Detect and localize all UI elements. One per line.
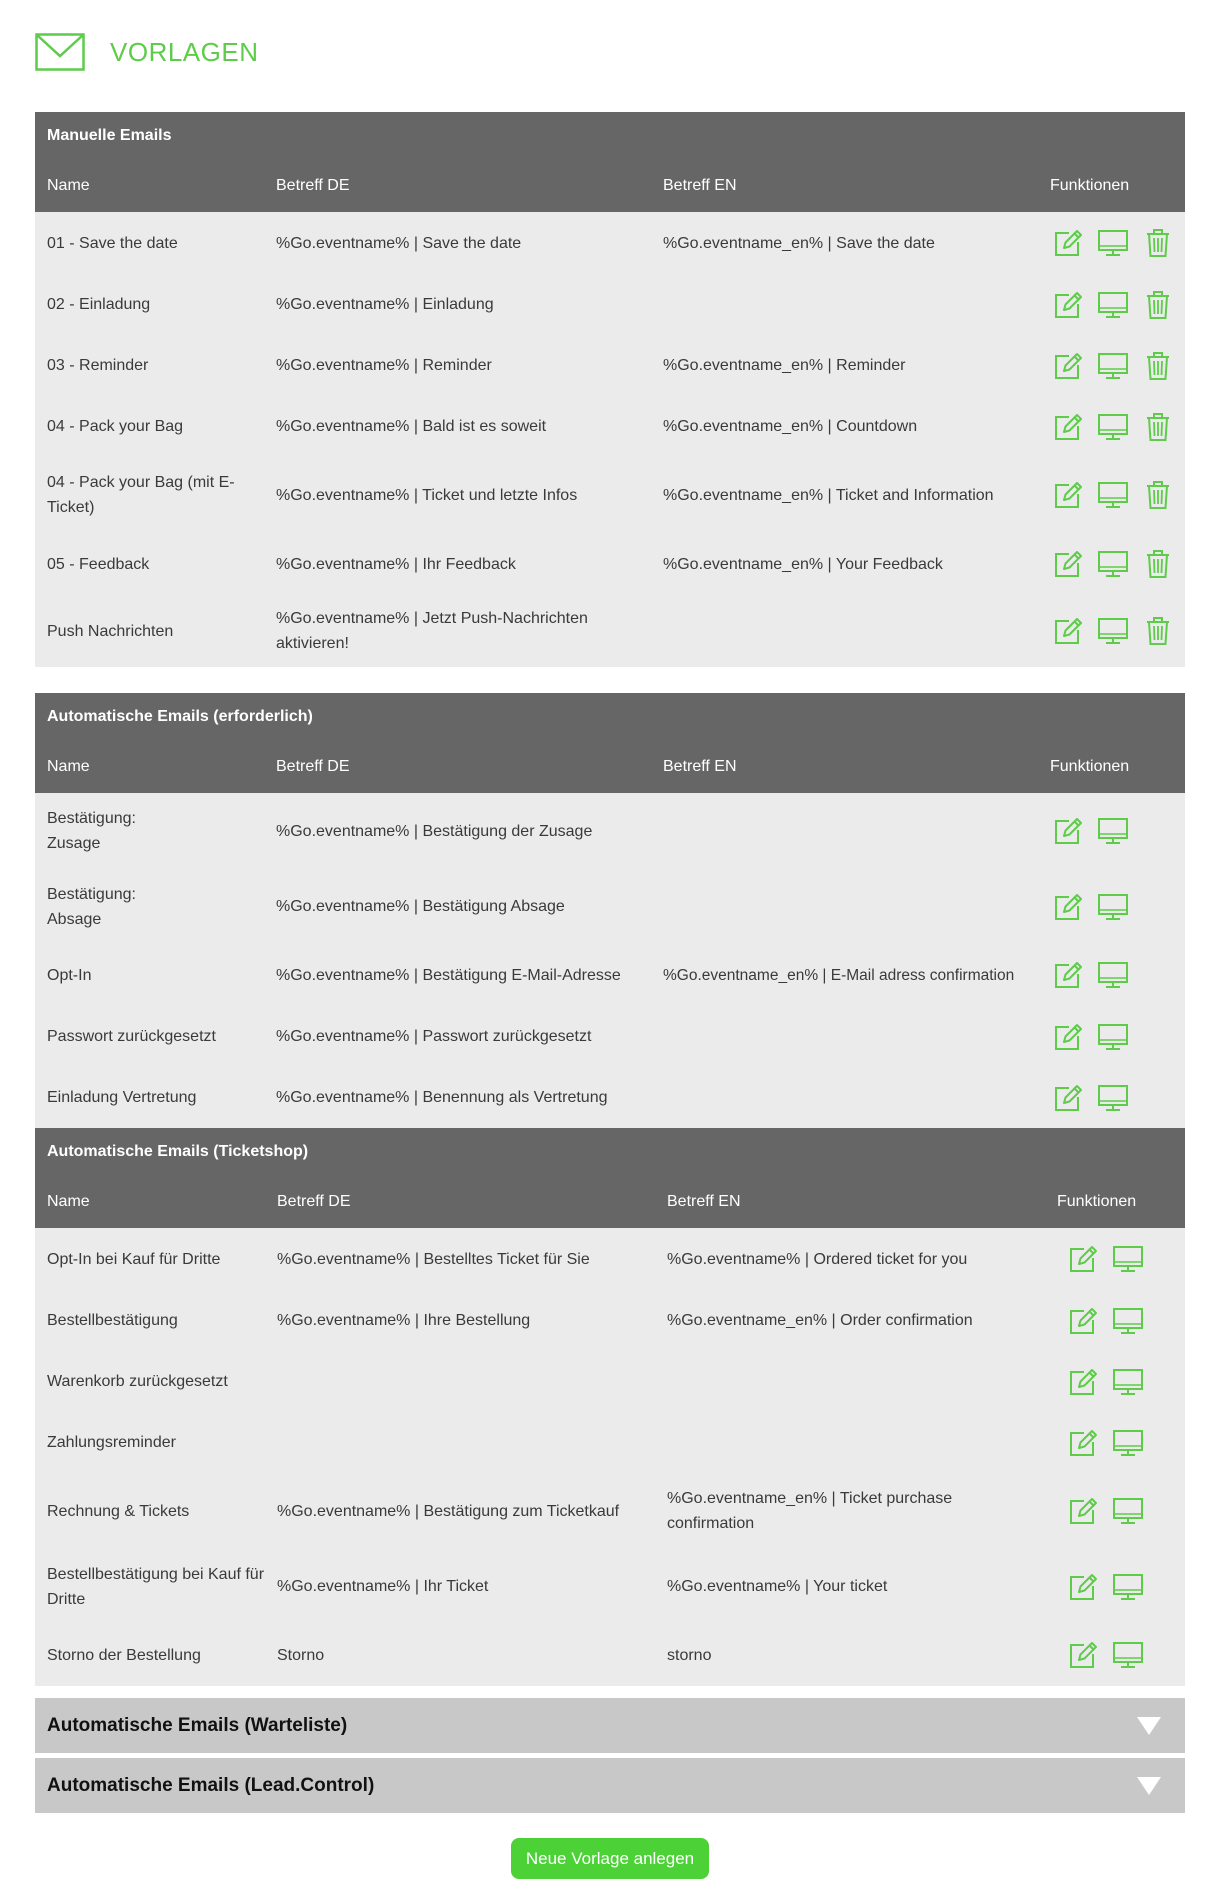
edit-icon[interactable] — [1067, 1571, 1099, 1603]
section-title: Manuelle Emails — [35, 112, 1185, 160]
subject-de: Storno — [277, 1646, 325, 1664]
subject-de: %Go.eventname% | Ticket und letzte Infos — [276, 486, 578, 504]
preview-monitor-icon[interactable] — [1112, 1495, 1144, 1527]
subject-de: %Go.eventname% | Ihr Feedback — [276, 555, 516, 573]
column-subject-de: Betreff DE — [276, 758, 350, 775]
edit-icon[interactable] — [1052, 1021, 1084, 1053]
row-functions — [1038, 548, 1185, 580]
preview-monitor-icon[interactable] — [1097, 891, 1129, 923]
subject-de: %Go.eventname% | Bestelltes Ticket für Sie — [277, 1250, 590, 1268]
preview-monitor-icon[interactable] — [1097, 350, 1129, 382]
edit-icon[interactable] — [1052, 815, 1084, 847]
edit-icon[interactable] — [1067, 1305, 1099, 1337]
delete-trash-icon[interactable] — [1142, 615, 1174, 647]
row-functions — [1038, 959, 1185, 991]
preview-monitor-icon[interactable] — [1112, 1571, 1144, 1603]
column-header-row — [35, 741, 1185, 793]
row-functions — [1038, 815, 1185, 847]
section-automatic-ticketshop — [35, 1128, 1185, 1686]
template-name: Opt-In — [47, 966, 92, 984]
template-name: Bestellbestätigung bei Kauf für Dritte — [47, 1565, 265, 1608]
delete-trash-icon[interactable] — [1142, 411, 1174, 443]
subject-de: %Go.eventname% | Jetzt Push-Nachrichten aktivieren! — [276, 610, 588, 652]
section-automatic-required — [35, 693, 1185, 1128]
template-name: Bestätigung: Zusage — [47, 810, 136, 852]
table-row — [35, 1351, 1185, 1412]
column-name: Name — [47, 758, 90, 775]
column-name: Name — [47, 1193, 90, 1210]
preview-monitor-icon[interactable] — [1097, 289, 1129, 321]
table-row — [35, 1473, 1185, 1549]
edit-icon[interactable] — [1067, 1639, 1099, 1671]
preview-monitor-icon[interactable] — [1097, 227, 1129, 259]
table-row — [35, 1549, 1185, 1624]
template-name: Rechnung & Tickets — [47, 1502, 190, 1520]
template-name: 04 - Pack your Bag — [47, 418, 184, 435]
table-row — [35, 212, 1185, 274]
row-functions — [1045, 1366, 1185, 1398]
row-functions — [1038, 350, 1185, 382]
subject-en: %Go.eventname_en% | Save the date — [663, 234, 935, 252]
subject-en: %Go.eventname_en% | Reminder — [663, 357, 906, 374]
table-row — [35, 869, 1185, 944]
table-row — [35, 396, 1185, 457]
edit-icon[interactable] — [1052, 227, 1084, 259]
edit-icon[interactable] — [1067, 1243, 1099, 1275]
collapsible-title: Automatische Emails (Lead.Control) — [47, 1774, 375, 1796]
subject-en: %Go.eventname% | Your ticket — [667, 1578, 888, 1595]
row-functions — [1045, 1571, 1185, 1603]
subject-en: %Go.eventname_en% | Countdown — [663, 418, 918, 435]
preview-monitor-icon[interactable] — [1097, 479, 1129, 511]
template-name: 01 - Save the date — [47, 234, 178, 252]
table-row — [35, 1067, 1185, 1128]
collapsible-title: Automatische Emails (Warteliste) — [47, 1714, 348, 1736]
row-functions — [1045, 1243, 1185, 1275]
preview-monitor-icon[interactable] — [1097, 1082, 1129, 1114]
subject-en: %Go.eventname_en% | Order confirmation — [667, 1312, 973, 1329]
column-functions: Funktionen — [1050, 177, 1130, 194]
subject-de: %Go.eventname% | Ihr Ticket — [277, 1578, 489, 1595]
table-row — [35, 944, 1185, 1006]
edit-icon[interactable] — [1052, 411, 1084, 443]
table-body — [35, 793, 1185, 1128]
preview-monitor-icon[interactable] — [1112, 1366, 1144, 1398]
column-subject-en: Betreff EN — [663, 177, 737, 194]
edit-icon[interactable] — [1052, 479, 1084, 511]
template-name: Einladung Vertretung — [47, 1089, 197, 1106]
table-row — [35, 335, 1185, 396]
row-functions — [1045, 1427, 1185, 1459]
preview-monitor-icon[interactable] — [1112, 1243, 1144, 1275]
table-row — [35, 1624, 1185, 1686]
row-functions — [1038, 411, 1185, 443]
page-header — [35, 22, 259, 82]
column-header-row — [35, 160, 1185, 212]
delete-trash-icon[interactable] — [1142, 350, 1174, 382]
template-name: 03 - Reminder — [47, 357, 149, 374]
subject-en: storno — [667, 1646, 712, 1664]
subject-de: %Go.eventname% | Bald ist es soweit — [276, 418, 547, 435]
section-title: Automatische Emails (erforderlich) — [35, 693, 1185, 741]
table-row — [35, 533, 1185, 595]
subject-de: %Go.eventname% | Einladung — [276, 296, 494, 313]
edit-icon[interactable] — [1052, 891, 1084, 923]
collapsible-warteliste[interactable] — [35, 1698, 1185, 1753]
envelope-icon — [35, 33, 85, 71]
delete-trash-icon[interactable] — [1142, 548, 1174, 580]
subject-de: %Go.eventname% | Ihre Bestellung — [277, 1312, 531, 1329]
preview-monitor-icon[interactable] — [1097, 1021, 1129, 1053]
preview-monitor-icon[interactable] — [1097, 815, 1129, 847]
subject-en: %Go.eventname_en% | Your Feedback — [663, 555, 943, 573]
subject-en: %Go.eventname_en% | Ticket purchase confirmation — [667, 1490, 953, 1532]
subject-en: %Go.eventname_en% | Ticket and Information — [663, 486, 994, 504]
column-subject-de: Betreff DE — [277, 1193, 351, 1210]
template-name: 04 - Pack your Bag (mit E-Ticket) — [47, 474, 235, 516]
column-functions: Funktionen — [1057, 1193, 1137, 1210]
table-body — [35, 1228, 1185, 1686]
edit-icon[interactable] — [1052, 959, 1084, 991]
subject-de: %Go.eventname% | Save the date — [276, 234, 522, 252]
template-name: Bestätigung: Absage — [47, 885, 136, 928]
preview-monitor-icon[interactable] — [1097, 959, 1129, 991]
table-row — [35, 793, 1185, 869]
column-header-row — [35, 1176, 1185, 1228]
template-name: Push Nachrichten — [47, 622, 174, 640]
row-functions — [1038, 479, 1185, 511]
table-body — [35, 212, 1185, 667]
template-name: 02 - Einladung — [47, 296, 151, 313]
template-name: Bestellbestätigung — [47, 1312, 178, 1329]
subject-en: %Go.eventname% | Ordered ticket for you — [667, 1250, 968, 1268]
edit-icon[interactable] — [1067, 1495, 1099, 1527]
subject-de: %Go.eventname% | Bestätigung der Zusage — [276, 822, 593, 840]
collapsible-lead-control[interactable] — [35, 1758, 1185, 1813]
column-subject-en: Betreff EN — [667, 1193, 741, 1210]
triangle-down-icon — [1137, 1717, 1161, 1735]
preview-monitor-icon[interactable] — [1097, 411, 1129, 443]
row-functions — [1038, 227, 1185, 259]
row-functions — [1038, 1082, 1185, 1114]
edit-icon[interactable] — [1052, 548, 1084, 580]
row-functions — [1038, 289, 1185, 321]
table-row — [35, 595, 1185, 667]
table-row — [35, 1412, 1185, 1473]
table-row — [35, 457, 1185, 533]
edit-icon[interactable] — [1067, 1366, 1099, 1398]
column-subject-de: Betreff DE — [276, 177, 350, 194]
subject-de: %Go.eventname% | Bestätigung zum Ticketkauf — [277, 1502, 620, 1520]
subject-de: %Go.eventname% | Passwort zurückgesetzt — [276, 1028, 592, 1045]
delete-trash-icon[interactable] — [1142, 289, 1174, 321]
column-functions: Funktionen — [1050, 758, 1130, 775]
table-row — [35, 274, 1185, 335]
row-functions — [1045, 1305, 1185, 1337]
subject-en: %Go.eventname_en% | E-Mail adress confirmation — [663, 966, 1015, 984]
template-name: Storno der Bestellung — [47, 1646, 201, 1664]
templates-container — [35, 112, 1185, 1879]
edit-icon[interactable] — [1067, 1427, 1099, 1459]
delete-trash-icon[interactable] — [1142, 227, 1174, 259]
page-title: VORLAGEN — [110, 37, 259, 67]
row-functions — [1038, 1021, 1185, 1053]
template-name: Passwort zurückgesetzt — [47, 1028, 216, 1045]
section-manual-emails — [35, 112, 1185, 667]
row-functions — [1038, 891, 1185, 923]
table-row — [35, 1006, 1185, 1067]
preview-monitor-icon[interactable] — [1097, 615, 1129, 647]
row-functions — [1045, 1495, 1185, 1527]
table-row — [35, 1290, 1185, 1351]
preview-monitor-icon[interactable] — [1097, 548, 1129, 580]
delete-trash-icon[interactable] — [1142, 479, 1174, 511]
button-wrapper — [35, 1838, 1185, 1879]
preview-monitor-icon[interactable] — [1112, 1639, 1144, 1671]
column-name: Name — [47, 177, 90, 194]
column-subject-en: Betreff EN — [663, 758, 737, 775]
section-title: Automatische Emails (Ticketshop) — [35, 1128, 1185, 1176]
subject-de: %Go.eventname% | Bestätigung Absage — [276, 898, 565, 915]
row-functions — [1045, 1639, 1185, 1671]
edit-icon[interactable] — [1052, 1082, 1084, 1114]
triangle-down-icon — [1137, 1777, 1161, 1795]
template-name: Opt-In bei Kauf für Dritte — [47, 1250, 221, 1268]
subject-de: %Go.eventname% | Reminder — [276, 357, 492, 374]
template-name: Warenkorb zurückgesetzt — [47, 1373, 228, 1390]
template-name: 05 - Feedback — [47, 555, 150, 573]
edit-icon[interactable] — [1052, 350, 1084, 382]
row-functions — [1038, 615, 1185, 647]
preview-monitor-icon[interactable] — [1112, 1305, 1144, 1337]
edit-icon[interactable] — [1052, 615, 1084, 647]
preview-monitor-icon[interactable] — [1112, 1427, 1144, 1459]
subject-de: %Go.eventname% | Bestätigung E-Mail-Adresse — [276, 966, 621, 984]
new-template-button[interactable]: Neue Vorlage anlegen — [511, 1838, 709, 1879]
edit-icon[interactable] — [1052, 289, 1084, 321]
table-row — [35, 1228, 1185, 1290]
template-name: Zahlungsreminder — [47, 1434, 176, 1451]
subject-de: %Go.eventname% | Benennung als Vertretung — [276, 1089, 608, 1106]
